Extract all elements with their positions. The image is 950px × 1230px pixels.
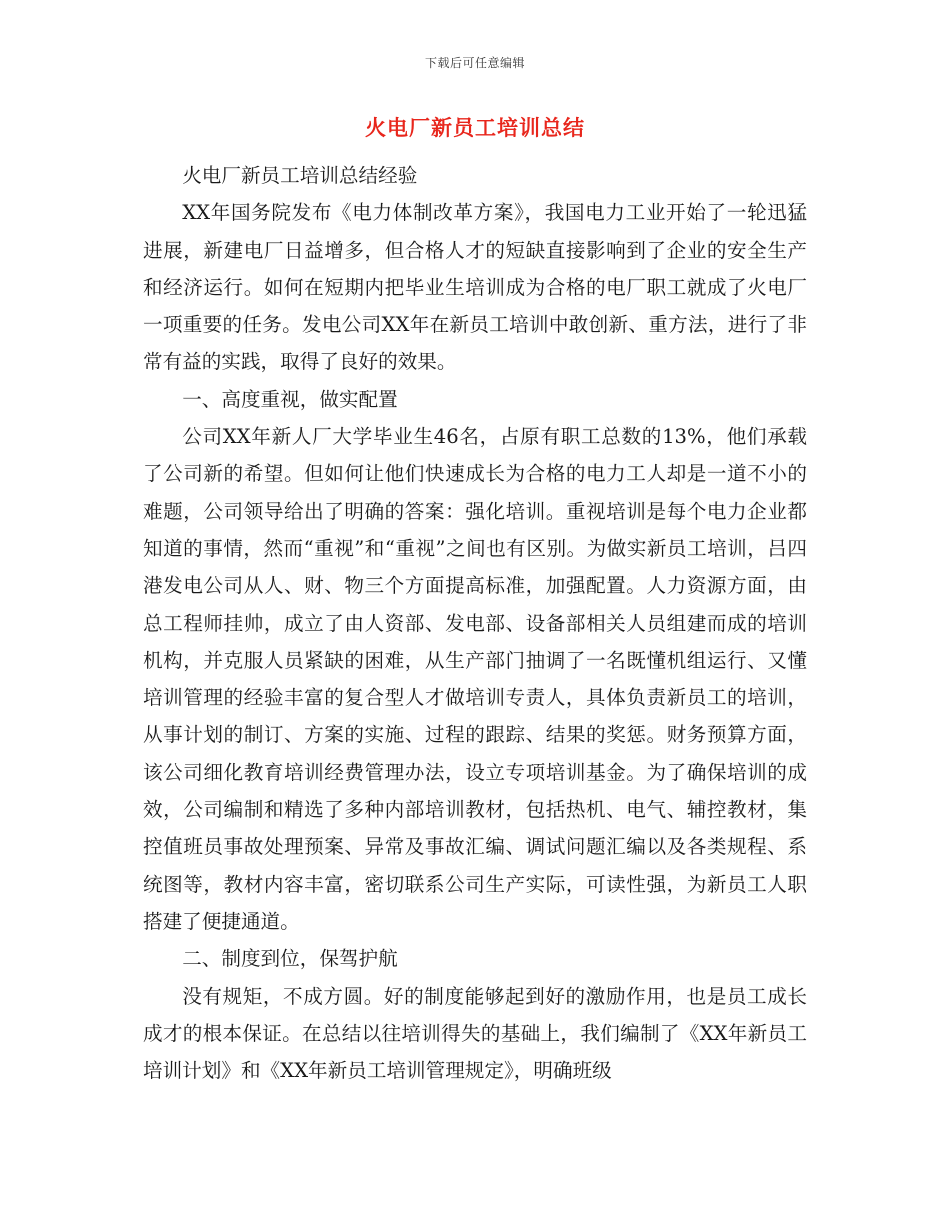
- section-heading: 一、高度重视，做实配置: [182, 387, 398, 411]
- document-body: [143, 157, 807, 1089]
- body-paragraph: 公司XX年新人厂大学毕业生46名，占原有职工总数的13%，他们承载了公司新的希望。但如何让他们快速成长为合格的电力工人却是一道不小的难题，公司领导给出了明确的答案：强化培训。重视培训是每个电力企业都知道的事情，然而“重视”和“重视”之间也有区别。为做实新员工培训，吕四港发电公司从人、财、物三个方面提高标准，加强配置。人力资源方面，由总工程师挂帅，成立了由人资部、发电部、设备部相关人员组建而成的培训机构，并克服人员紧缺的困难，从生产部门抽调了一名既懂机组运行、又懂培训管理的经验丰富的复合型人才做培训专责人，具体负责新员工的培训，从事计划的制订、方案的实施、过程的跟踪、结果的奖惩。财务预算方面，该公司细化教育培训经费管理办法，设立专项培训基金。为了确保培训的成效，公司编制和精选了多种内部培训教材，包括热机、电气、辅控教材，集控值班员事故处理预案、异常及事故汇编、调试问题汇编以及各类规程、系统图等，教材内容丰富，密切联系公司生产实际，可读性强，为新员工人职搭建了便捷通道。: [143, 425, 807, 933]
- subtitle-paragraph: 火电厂新员工培训总结经验: [182, 164, 418, 187]
- body-paragraph: XX年国务院发布《电力体制改革方案》，我国电力工业开始了一轮迅猛进展，新建电厂日益增多，但合格人才的短缺直接影响到了企业的安全生产和经济运行。如何在短期内把毕业生培训成为合格的电厂职工就成了火电厂一项重要的任务。发电公司XX年在新员工培训中敢创新、重方法，进行了非常有益的实践，取得了良好的效果。: [143, 201, 807, 374]
- document-title: 火电厂新员工培训总结: [365, 115, 585, 140]
- body-paragraph: 没有规矩，不成方圆。好的制度能够起到好的激励作用，也是员工成长成才的根本保证。在总结以往培训得失的基础上，我们编制了《XX年新员工培训计划》和《XX年新员工培训管理规定》，明确班级: [143, 984, 807, 1083]
- header-note: 下载后可任意编辑: [424, 56, 525, 70]
- section-heading: 二、制度到位，保驾护航: [182, 947, 398, 971]
